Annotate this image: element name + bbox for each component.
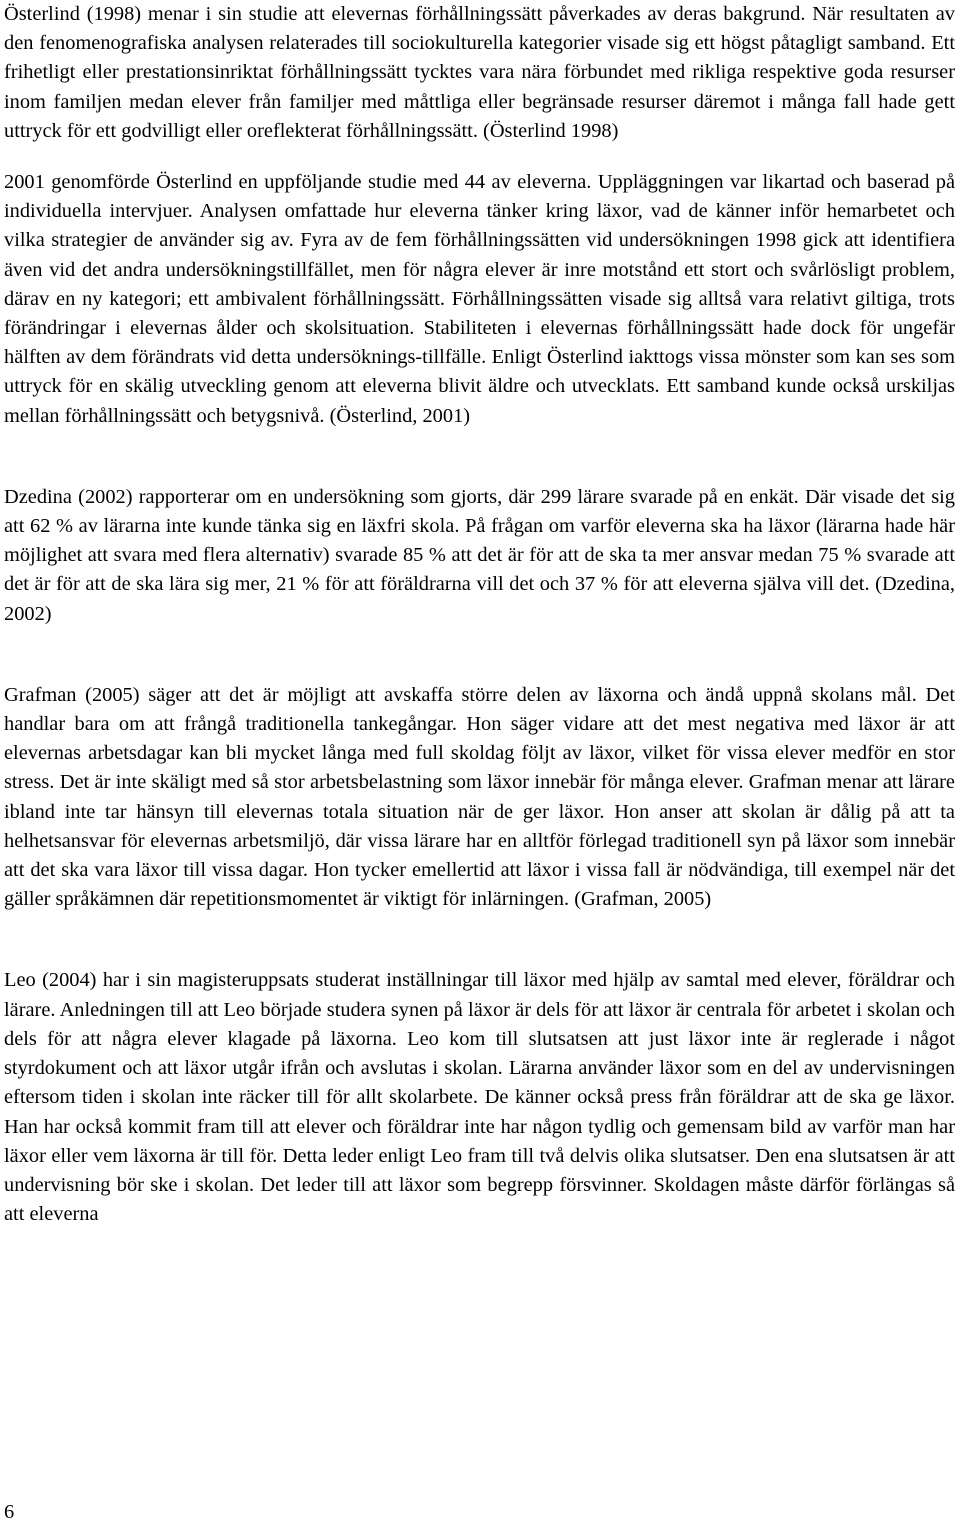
paragraph-osterlind-1998: Österlind (1998) menar i sin studie att elevernas förhållningssätt påverkades av deras bakgrund. När resultaten av den fenomenografiska analysen relaterades till sociokulturella kategorier visade sig ett högst påtagligt samband. Ett frihetligt eller prestationsinriktat förhållningssätt tycktes vara nära förbundet med rikliga respektive goda resurser inom familjen medan elever från familjer med måttliga eller begränsade resurser däremot i många fall hade gett uttryck för ett godvilligt eller oreflekterat förhållningssätt. (Österlind 1998) [4, 3, 955, 142]
paragraph-spacer [4, 629, 955, 681]
paragraph-spacer [4, 914, 955, 966]
paragraph-dzedina-2002: Dzedina (2002) rapporterar om en undersökning som gjorts, där 299 lärare svarade på en enkät. Där visade det sig att 62 % av lärarna inte kunde tänka sig en läxfri skola. På frågan om varför eleverna ska ha läxor (lärarna hade här möjlighet att svara med flera alternativ) svarade 85 % att det är för att de ska ta mer ansvar medan 75 % svarade att det är för att de ska lära sig mer, 21 % för att föräldrarna vill det och 37 % för att eleverna själva vill det. (Dzedina, 2002) [4, 485, 955, 625]
paragraph-grafman-2005: Grafman (2005) säger att det är möjligt att avskaffa större delen av läxorna och ändå uppnå skolans mål. Det handlar bara om att frångå traditionella tankegångar. Hon säger vidare att det mest negativa med läxor är att elevernas arbetsdagar kan bli mycket långa med full skoldag följt av läxor, vilket för vissa elever medför en stor stress. Det är inte skäligt med så stor arbetsbelastning som läxor innebär för många elever. Grafman menar att lärare ibland inte tar hänsyn till elevernas totala situation när de ger läxor. Hon anser att skolan är dålig på att ta helhetsansvar för elevernas arbetsmiljö, där vissa lärare har en alltför förlegad traditionell syn på läxor som innebär att det ska vara läxor till vissa dagar. Hon tycker emellertid att läxor i vissa fall är nödvändiga, till exempel när det gäller språkämnen där repetitionsmomentet är viktigt för inlärningen. (Grafman, 2005) [4, 683, 955, 911]
paragraph-spacer [4, 146, 955, 168]
document-page [4, 0, 955, 1229]
page-number: 6 [4, 1501, 15, 1523]
paragraph-spacer [4, 431, 955, 483]
paragraph-leo-2004: Leo (2004) har i sin magisteruppsats studerat inställningar till läxor med hjälp av samtal med elever, föräldrar och lärare. Anledningen till att Leo började studera synen på läxor är dels för att läxor är centrala för arbetet i skolan och dels för att några elever klagade på läxorna. Leo kom till slutsatsen att just läxor inte är reglerade i något styrdokument och att läxor utgår ifrån och avslutas i skolan. Lärarna använder läxor som en del av undervisningen eftersom tiden i skolan inte räcker till för allt skolarbete. De känner också press från föräldrar att de ska ge läxor. Han har också kommit fram till att elever och föräldrar inte har någon tydlig och gemensam bild av varför man har läxor eller vem läxorna är till för. Detta leder enligt Leo fram till två delvis olika slutsatser. Den ena slutsatsen är att undervisning bör ske i skolan. Det leder till att läxor som begrepp försvinner. Skoldagen måste därför förlängas så att eleverna [4, 969, 955, 1226]
paragraph-osterlind-2001: 2001 genomförde Österlind en uppföljande studie med 44 av eleverna. Uppläggningen var likartad och baserad på individuella intervjuer. Analysen omfattade hur eleverna tänker kring läxor, vad de känner inför hemarbetet och vilka strategier de använder sig av. Fyra av de fem förhållningssätten vid undersökningen 1998 gick att identifiera även vid det andra undersökningstillfället, men för några elever är inre motstånd ett stort och svårlösligt problem, därav en ny kategori; ett ambivalent förhållningssätt. Förhållningssätten visade sig alltså vara relativt giltiga, trots förändringar i elevernas ålder och skolsituation. Stabiliteten i elevernas förhållningssätt hade dock för ungefär hälften av dem förändrats vid detta undersöknings-tillfälle. Enligt Österlind iakttogs vissa mönster som kan ses som uttryck för en skälig utveckling genom att eleverna blivit äldre och utvecklats. Ett samband kunde också urskiljas mellan förhållningssätt och betygsnivå. (Österlind, 2001) [4, 171, 955, 427]
